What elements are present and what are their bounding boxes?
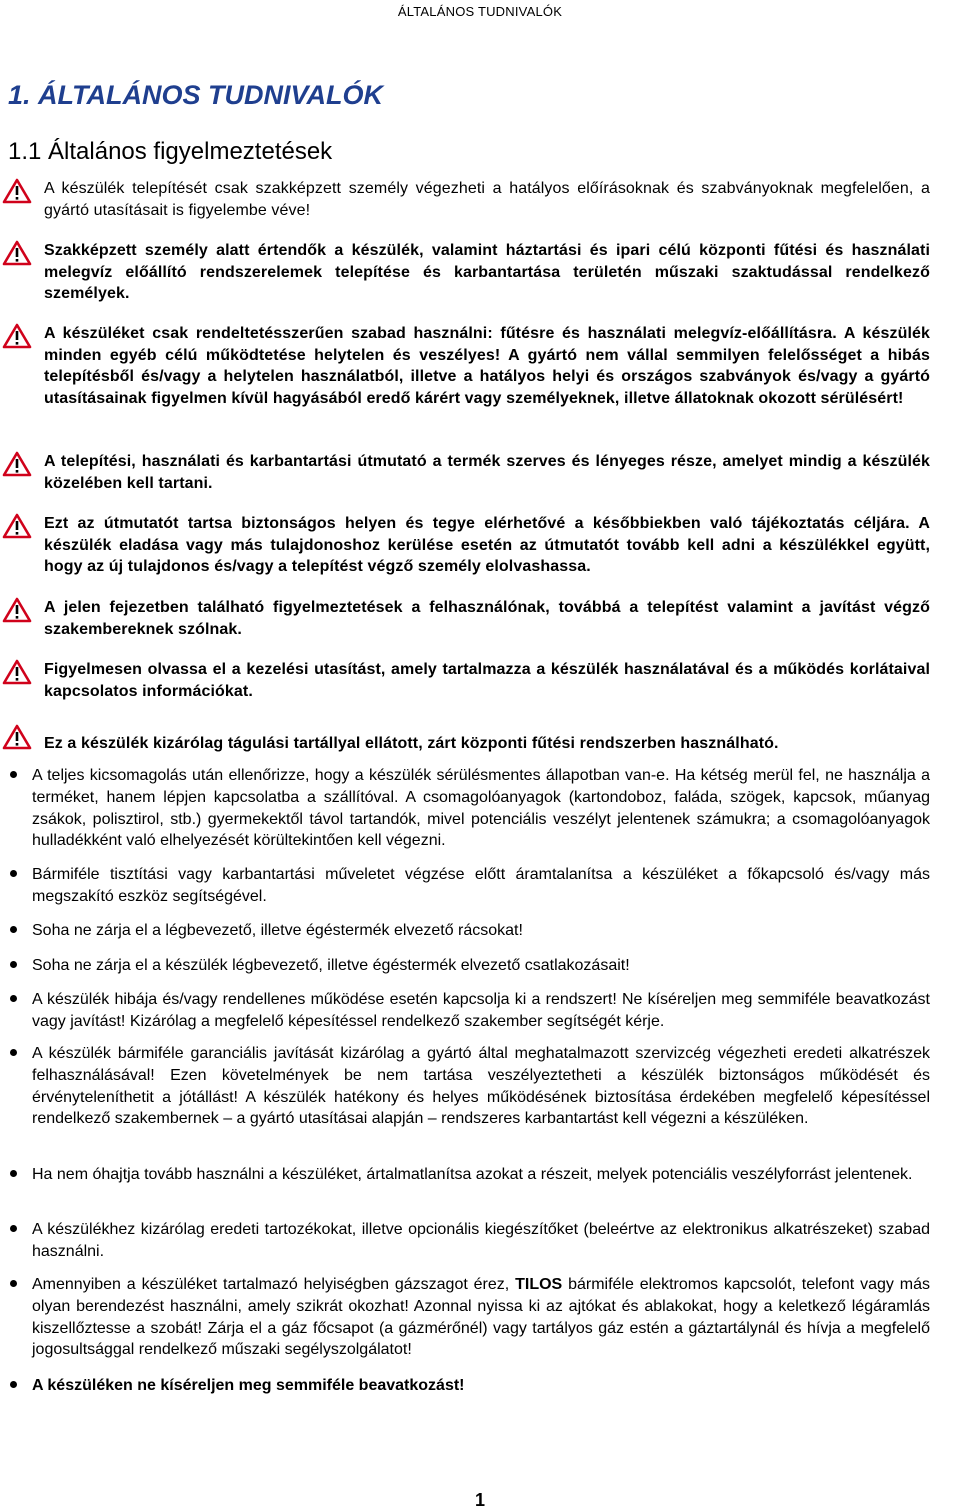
bullet-text: A készüléken ne kíséreljen meg semmiféle beavatkozást! (32, 1377, 465, 1394)
bullet-dot (10, 1381, 17, 1388)
section-title: 1.1 Általános figyelmeztetések (8, 138, 333, 165)
bullet-item (0, 1164, 930, 1186)
bullet-text-post: bármiféle elektromos kapcsolót, telefont vagy más olyan berendezést használni, amely szikrát okozhat! Azonnal nyissa ki az ajtókat és ablakokat, hogy a keletkező légáramlás kiszellőztesse a szobát! Zárja el a gáz főcsapot (a gázmérőnél) vagy tartályos gáz estén a gáztartálynál és hívja a megfelelő jogosultsággal rendelkező műszaki segélyszolgálatot! (32, 1276, 930, 1359)
warning-item (0, 178, 930, 221)
bullet-dot (10, 870, 17, 877)
tilos-emphasis: TILOS (515, 1276, 563, 1293)
bullet-item (0, 1375, 930, 1397)
running-header: ÁLTALÁNOS TUDNIVALÓK (397, 4, 563, 19)
bullet-item (0, 1219, 930, 1263)
warning-text: Ezt az útmutatót tartsa biztonságos helyen és tegye elérhetővé a későbbiekben való tájékoztatás céljára. A készülék eladása vagy más tulajdonoshoz kerülése esetén az útmutatót tovább kell adni a készülékkel együtt, hogy az új tulajdonos és/vagy a telepítést végző személy elolvashassa. (44, 515, 930, 576)
bullet-dot (10, 1280, 17, 1287)
warning-triangle-icon (2, 513, 32, 539)
bullet-text: Soha ne zárja el a készülék légbevezető, illetve égéstermék elvezető csatlakozásait! (32, 957, 630, 974)
bullet-dot (10, 1049, 17, 1056)
bullet-item (0, 1043, 930, 1130)
warning-item (0, 240, 930, 305)
warning-triangle-icon (2, 178, 32, 204)
page-number: 1 (474, 1490, 485, 1510)
warning-item (0, 451, 930, 494)
warning-item (0, 724, 930, 755)
warning-text: A készüléket csak rendeltetésszerűen szabad használni: fűtésre és használati melegvíz-előállításra. A készülék minden egyéb célú működtetése helytelen és veszélyes! A gyártó nem vállal semmilyen felelősséget a hibás telepítésből és/vagy a helytelen használatból, illetve a hatályos helyi és országos szabványok és/vagy a gyártó utasításainak figyelmen kívül hagyásából eredő kárért vagy személyeknek, illetve állatoknak okozott sérülésért! (44, 325, 930, 407)
warning-text: Ez a készülék kizárólag tágulási tartállyal ellátott, zárt központi fűtési rendszerben használható. (44, 735, 779, 752)
bullet-item (0, 955, 930, 977)
warning-item (0, 659, 930, 702)
warning-triangle-icon (2, 240, 32, 266)
warning-triangle-icon (2, 659, 32, 685)
bullet-dot (10, 1225, 17, 1232)
bullet-item (0, 989, 930, 1033)
bullet-dot (10, 1170, 17, 1177)
warning-text: Szakképzett személy alatt értendők a készülék, valamint háztartási és ipari célú központi fűtési és használati melegvíz előállító rendszerelemek telepítése és karbantartása területén műszaki szaktudással rendelkező személyek. (44, 242, 930, 303)
bullet-item (0, 864, 930, 908)
bullet-text: A teljes kicsomagolás után ellenőrizze, hogy a készülék sérülésmentes állapotban van-e. Ha kétség merül fel, ne használja a terméket, hanem lépjen kapcsolatba a szállítóval. A csomagolóanyagok (kartondoboz, faláda, szögek, kapcsok, műanyag zsákok, polisztirol, stb.) gyermekektől távol tartandók, mivel potenciális veszélyt jelentenek számukra; a csomagolóanyagok hulladékként való elhelyezését körültekintően kell végezni. (32, 767, 930, 850)
bullet-text (32, 1274, 930, 1361)
warning-text: A telepítési, használati és karbantartási útmutató a termék szerves és lényeges része, amelyet mindig a készülék közelében kell tartani. (44, 453, 930, 492)
bullet-dot (10, 961, 17, 968)
bullet-text: Soha ne zárja el a légbevezető, illetve égéstermék elvezető rácsokat! (32, 922, 523, 939)
bullet-item (0, 765, 930, 852)
bullet-dot (10, 771, 17, 778)
bullet-dot (10, 995, 17, 1002)
warning-triangle-icon (2, 323, 32, 349)
warning-triangle-icon (2, 724, 32, 750)
warning-text: Figyelmesen olvassa el a kezelési utasítást, amely tartalmazza a készülék használatával és a működés korlátaival kapcsolatos információkat. (44, 661, 930, 700)
chapter-title: 1. ÁLTALÁNOS TUDNIVALÓK (8, 80, 383, 110)
warning-item (0, 597, 930, 640)
bullet-item (0, 1274, 930, 1361)
bullet-item (0, 920, 930, 942)
bullet-text: A készülékhez kizárólag eredeti tartozékokat, illetve opcionális kiegészítőket (beleértve az elektronikus alkatrészeket) szabad használni. (32, 1221, 930, 1260)
bullet-text: Bármiféle tisztítási vagy karbantartási műveletet végzése előtt áramtalanítsa a készüléket a főkapcsoló és/vagy más megszakító eszköz segítségével. (32, 866, 930, 905)
bullet-text: Ha nem óhajtja tovább használni a készüléket, ártalmatlanítsa azokat a részeit, melyek potenciális veszélyforrást jelentenek. (32, 1166, 913, 1183)
warning-triangle-icon (2, 451, 32, 477)
warning-item (0, 323, 930, 409)
bullet-text: A készülék bármiféle garanciális javítását kizárólag a gyártó által meghatalmazott szervizcég végezheti eredeti alkatrészek felhasználásával! Ezen követelmények be nem tartása veszélyeztetheti a készülék biztonságos működését és érvényteleníthetit a jótállást! A készülék hatékony és helyes működésének biztosítása érdekében megfelelő képesítéssel rendelkező szakembernek – a gyártó utasításai alapján – rendszeres karbantartást kell végezni a készüléken. (32, 1045, 930, 1128)
warning-triangle-icon (2, 597, 32, 623)
warning-item (0, 513, 930, 578)
bullet-text: A készülék hibája és/vagy rendellenes működése esetén kapcsolja ki a rendszert! Ne kíséreljen meg semmiféle beavatkozást vagy javítást! Kizárólag a megfelelő képesítéssel rendelkező szakember segítségét kérje. (32, 991, 930, 1030)
bullet-dot (10, 926, 17, 933)
warning-text: A jelen fejezetben található figyelmeztetések a felhasználónak, továbbá a telepítést valamint a javítást végző szakembereknek szólnak. (44, 599, 930, 638)
bullet-text-pre: Amennyiben a készüléket tartalmazó helyiségben gázszagot érez, (32, 1276, 516, 1293)
warning-text: A készülék telepítését csak szakképzett személy végezheti a hatályos előírásoknak és szabványoknak megfelelően, a gyártó utasításait is figyelembe véve! (44, 180, 930, 219)
